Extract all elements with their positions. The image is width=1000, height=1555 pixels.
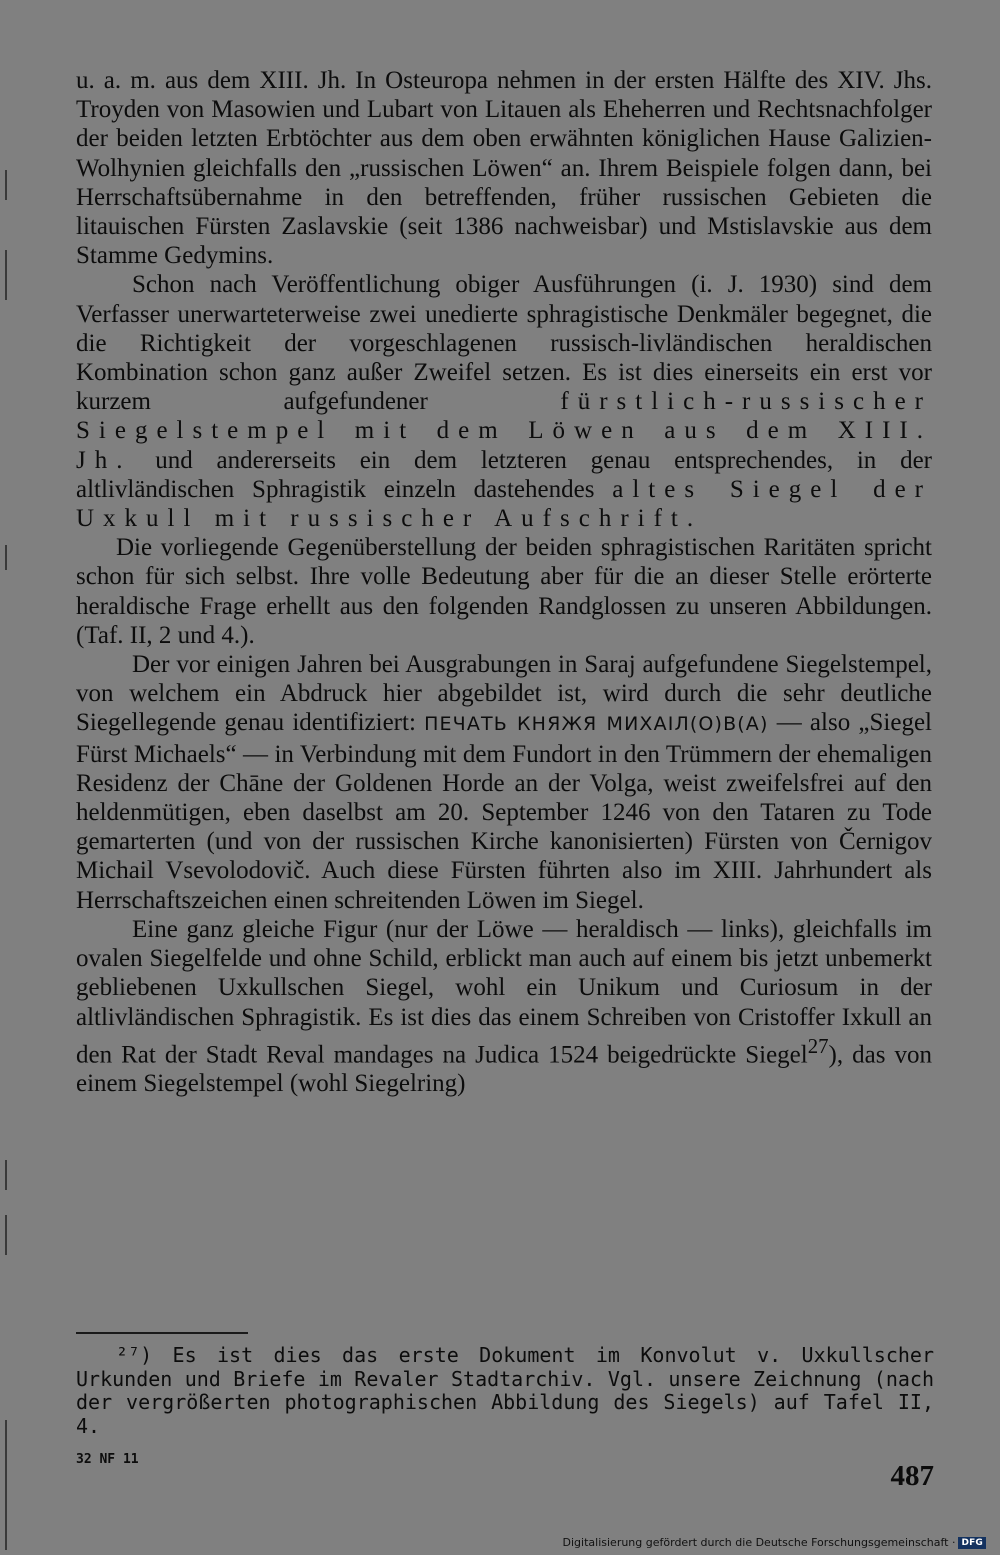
spaced-emphasis-uxkull-seal: altes Siegel der Uxkull mit russischer Aufschrift. [76,475,932,533]
footnote [76,1344,934,1438]
footnote-divider [76,1332,248,1334]
footnote-text: ) Es ist dies das erste Dokument im Konvolut v. Uxkullscher Urkunden und Briefe im Revaler Stadtarchiv. Vgl. unsere Zeichnung (nach der vergrößerten photographischen Abbildung des Siegels) auf Tafel II, 4. [76,1343,934,1438]
paragraph-2-text-c: und andererseits ein dem letzteren genau entsprechendes, in der altlivländischen Sphragistik einzeln dastehendes [76,446,932,503]
banner-text: Digitalisierung gefördert durch die Deutsche Forschungsgemeinschaft · [562,1536,956,1549]
paragraph-2-text-a: Schon nach Veröffentlichung obiger Ausführungen (i. J. 1930) sind dem Verfasser unerwarteterweise zwei unedierte sphragistische Denkmäler begegnet, die die Richtigkeit der vorgeschlagenen russisch-livländischen heraldischen Kombination schon ganz außer Zweifel setzen. Es ist dies einerseits ein erst vor kurzem aufgefundener [76,271,932,416]
scan-margin-mark [5,1215,7,1255]
main-text [76,66,932,1098]
paragraph-1: u. a. m. aus dem XIII. Jh. In Osteuropa nehmen in der ersten Hälfte des XIV. Jhs. Troyden von Masowien und Lubart von Litauen als Eheherren und Rechtsnachfolger der beiden letzten Erbtöchter aus dem oben erwähnten königlichen Hause Galizien-Wolhynien gleichfalls den „russischen Löwen“ an. Ihrem Beispiele folgen dann, bei Herrschaftsübernahme in den betreffenden, früher russischen Gebieten die litauischen Fürsten Zaslavskie (seit 1386 nachweisbar) und Mstislavskie aus dem Stamme Gedymins. [76,67,932,270]
paragraph-3: Die vorliegende Gegenüberstellung der beiden sphragistischen Raritäten spricht schon für sich selbst. Ihre volle Bedeutung aber für die an dieser Stelle erörterte heraldische Frage erhellt aus den folgenden Randglossen zu unseren Abbildungen. (Taf. II, 2 und 4.). [76,534,932,649]
scan-margin-mark [5,170,7,200]
paragraph-5-text: Eine ganz gleiche Figur (nur der Löwe — heraldisch — links), gleichfalls im ovalen Siegelfelde und ohne Schild, erblickt man auch auf einem bis jetzt unbemerkt gebliebenen Uxkullschen Siegel, wohl ein Unikum und Curiosum in der altlivländischen Sphragistik. Es ist dies das einem Schreiben von Cristoffer Ixkull an den Rat der Stadt Reval mandages na Judica 1524 beigedrückte Siegel [76,915,932,1069]
paragraph-4-text-b: — also „Siegel Fürst Michaels“ — in Verbindung mit dem Fundort in den Trümmern der ehemaligen Residenz der Chāne der Goldenen Horde an der Volga, weist zweifelsfrei auf den heldenmütigen, eben daselbst am 20. September 1246 von den Tataren zu Tode gemarterten (und von der russischen Kirche kanonisierten) Fürsten von Černigov Michail Vsevolodovič. Auch diese Fürsten führten also im XIII. Jahrhundert als Herrschaftszeichen einen schreitenden Löwen im Siegel. [76,709,932,914]
printer-signature: 32 NF 11 [76,1452,139,1467]
scan-margin-mark [5,1420,7,1550]
scan-margin-mark [5,1160,7,1190]
scan-margin-mark [5,545,7,570]
cyrillic-seal-legend: ПЕЧАТЬ КНЯЖЯ МИХАІЛ(О)В(А) [424,713,769,736]
footnote-reference: 27 [807,1033,829,1058]
dfg-logo-icon: DFG [958,1537,986,1549]
paragraph-2 [76,270,932,533]
footnote-marker: ²⁷ [116,1343,141,1367]
digitization-banner [563,1536,986,1549]
paragraph-5-end: ), das von einem Siegelstempel (wohl Siegelring) [76,1041,932,1098]
page-number: 487 [890,1460,934,1492]
scan-margin-mark [5,250,7,300]
paragraph-4 [76,650,932,915]
paragraph-4-text-a: Der vor einigen Jahren bei Ausgrabungen in Saraj aufgefundene Siegelstempel, von welchem ein Abdruck hier abgebildet ist, wird durch die sehr deutliche Siegellegende genau identifiziert: [76,651,932,737]
paragraph-5 [76,915,932,1099]
spaced-emphasis-seal-stamp: fürstlich-russischer Siegelstempel mit dem Löwen aus dem XIII. Jh. [76,388,932,474]
